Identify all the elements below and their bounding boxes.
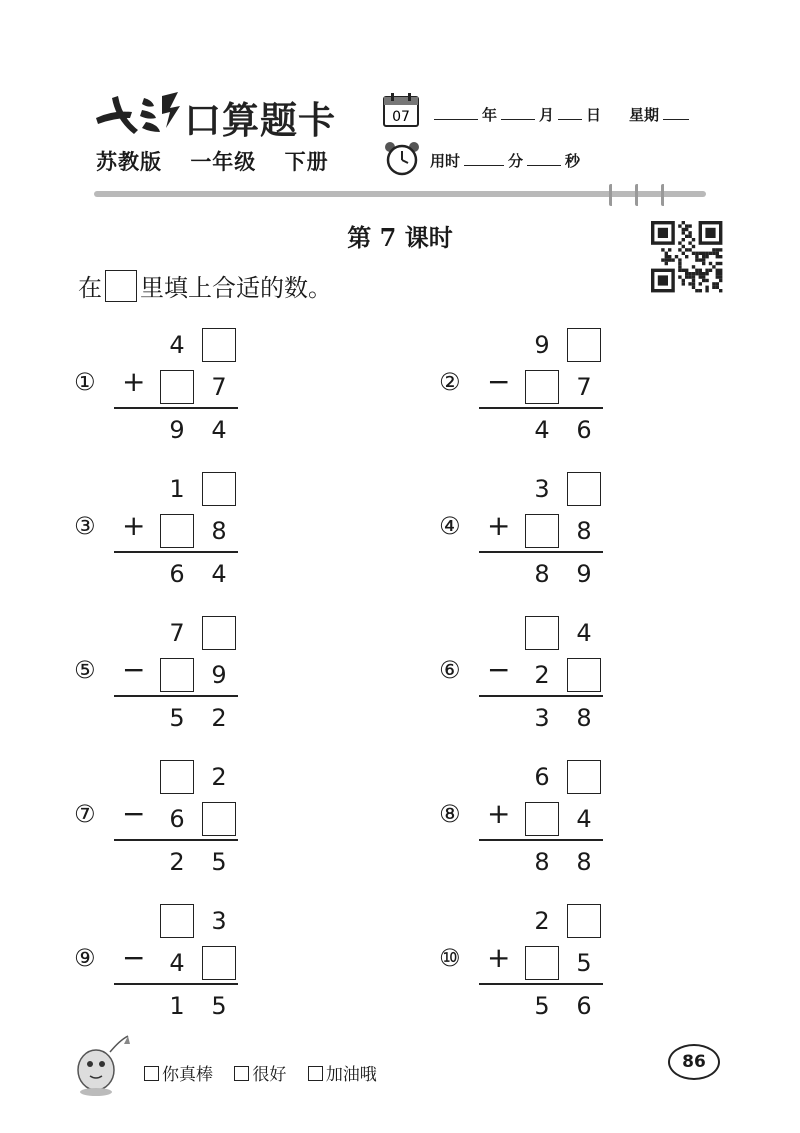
digit: 4 <box>576 619 592 647</box>
digit: 5 <box>576 949 592 977</box>
problem-number: ⑥ <box>439 656 461 684</box>
answer-box[interactable] <box>202 472 236 506</box>
math-problem <box>435 760 675 876</box>
digit: 7 <box>211 373 227 401</box>
rating-option-keep-trying[interactable]: 加油哦 <box>308 1065 377 1085</box>
operator-sign: − <box>122 941 146 974</box>
digit: 9 <box>534 331 550 359</box>
lesson-title: 第 7 课时 <box>347 223 453 252</box>
instruction-text <box>78 268 332 303</box>
problem-number: ③ <box>74 512 96 540</box>
digit: 8 <box>534 560 550 588</box>
sum-line <box>114 551 238 553</box>
digit: 4 <box>211 560 227 588</box>
answer-box[interactable] <box>567 472 601 506</box>
sum-line <box>479 839 603 841</box>
rating-option-great[interactable]: 你真棒 <box>144 1065 213 1085</box>
digit: 2 <box>211 763 227 791</box>
problem-number: ⑨ <box>74 944 96 972</box>
operator-sign: + <box>122 509 146 542</box>
digit: 9 <box>211 661 227 689</box>
seconds-label: 秒 <box>565 152 581 170</box>
digit: 4 <box>169 331 185 359</box>
edition-volume: 下册 <box>284 150 329 174</box>
divider-tick <box>660 184 664 206</box>
answer-box[interactable] <box>525 616 559 650</box>
digit: 3 <box>211 907 227 935</box>
answer-box[interactable] <box>160 904 194 938</box>
answer-box[interactable] <box>525 370 559 404</box>
qr-code-icon[interactable] <box>649 219 723 295</box>
math-problem <box>70 328 310 444</box>
math-problem <box>435 328 675 444</box>
answer-box[interactable] <box>567 760 601 794</box>
math-problem <box>70 472 310 588</box>
answer-box[interactable] <box>202 802 236 836</box>
digit: 4 <box>211 416 227 444</box>
problem-number: ⑤ <box>74 656 96 684</box>
math-problem <box>70 760 310 876</box>
minutes-blank[interactable] <box>464 151 504 166</box>
answer-box[interactable] <box>160 514 194 548</box>
instruction-box-icon <box>105 270 137 302</box>
answer-box[interactable] <box>525 802 559 836</box>
answer-box[interactable] <box>160 760 194 794</box>
digit: 3 <box>534 475 550 503</box>
sum-line <box>479 983 603 985</box>
header-divider <box>94 191 706 197</box>
checkbox-icon[interactable] <box>144 1066 159 1081</box>
page-number: 86 <box>668 1044 720 1080</box>
operator-sign: + <box>487 509 511 542</box>
operator-sign: − <box>122 653 146 686</box>
digit: 8 <box>576 517 592 545</box>
sum-line <box>114 839 238 841</box>
digit: 6 <box>534 763 550 791</box>
checkbox-icon[interactable] <box>234 1066 249 1081</box>
problem-number: ① <box>74 368 96 396</box>
answer-box[interactable] <box>567 328 601 362</box>
operator-sign: − <box>487 365 511 398</box>
checkbox-icon[interactable] <box>308 1066 323 1081</box>
month-label: 月 <box>539 106 555 124</box>
seconds-blank[interactable] <box>527 151 561 166</box>
divider-tick <box>608 184 612 206</box>
digit: 2 <box>534 907 550 935</box>
answer-box[interactable] <box>202 616 236 650</box>
mascot-icon <box>70 1030 140 1100</box>
brand-title: 口算题卡 <box>184 99 336 142</box>
date-line <box>430 104 693 125</box>
problem-number: ⑩ <box>439 944 461 972</box>
digit: 5 <box>534 992 550 1020</box>
digit: 7 <box>169 619 185 647</box>
sum-line <box>114 983 238 985</box>
digit: 2 <box>169 848 185 876</box>
digit: 4 <box>169 949 185 977</box>
edition-grade: 一年级 <box>190 150 257 174</box>
digit: 3 <box>534 704 550 732</box>
rating-option-good[interactable]: 很好 <box>234 1065 286 1085</box>
day-blank[interactable] <box>558 105 582 120</box>
digit: 4 <box>576 805 592 833</box>
digit: 6 <box>169 560 185 588</box>
time-line <box>430 150 580 171</box>
year-label: 年 <box>482 106 498 124</box>
instruction-after: 里填上合适的数。 <box>140 274 332 302</box>
digit: 9 <box>576 560 592 588</box>
day-label: 日 <box>586 106 602 124</box>
math-problem <box>435 616 675 732</box>
answer-box[interactable] <box>160 370 194 404</box>
digit: 8 <box>576 848 592 876</box>
answer-box[interactable] <box>567 658 601 692</box>
digit: 5 <box>211 992 227 1020</box>
math-problem <box>435 472 675 588</box>
digit: 1 <box>169 992 185 1020</box>
digit: 6 <box>169 805 185 833</box>
math-problem <box>435 904 675 1020</box>
answer-box[interactable] <box>567 904 601 938</box>
digit: 5 <box>211 848 227 876</box>
edition-info <box>96 146 349 176</box>
time-used-label: 用时 <box>430 152 461 170</box>
year-blank[interactable] <box>434 105 478 120</box>
month-blank[interactable] <box>501 105 535 120</box>
digit: 6 <box>576 416 592 444</box>
weekday-label: 星期 <box>629 106 660 124</box>
answer-box[interactable] <box>202 946 236 980</box>
problem-number: ② <box>439 368 461 396</box>
calendar-icon <box>382 92 420 128</box>
problem-number: ④ <box>439 512 461 540</box>
self-rating <box>144 1060 393 1085</box>
answer-box[interactable] <box>160 658 194 692</box>
answer-box[interactable] <box>525 514 559 548</box>
digit: 2 <box>211 704 227 732</box>
operator-sign: − <box>122 797 146 830</box>
minutes-label: 分 <box>508 152 524 170</box>
edition-publisher: 苏教版 <box>96 150 162 174</box>
divider-tick <box>634 184 638 206</box>
digit: 9 <box>169 416 185 444</box>
operator-sign: + <box>122 365 146 398</box>
alarm-clock-icon <box>382 140 422 176</box>
sum-line <box>114 695 238 697</box>
digit: 2 <box>534 661 550 689</box>
math-problem <box>70 904 310 1020</box>
answer-box[interactable] <box>525 946 559 980</box>
calendar-number: 07 <box>392 109 410 125</box>
operator-sign: + <box>487 797 511 830</box>
problem-number: ⑧ <box>439 800 461 828</box>
digit: 6 <box>576 992 592 1020</box>
digit: 5 <box>169 704 185 732</box>
brand-swoosh-icon <box>92 88 184 138</box>
digit: 8 <box>534 848 550 876</box>
sum-line <box>479 407 603 409</box>
digit: 4 <box>534 416 550 444</box>
answer-box[interactable] <box>202 328 236 362</box>
weekday-blank[interactable] <box>663 105 689 120</box>
digit: 8 <box>576 704 592 732</box>
sum-line <box>114 407 238 409</box>
sum-line <box>479 695 603 697</box>
math-problem <box>70 616 310 732</box>
instruction-before: 在 <box>78 274 102 302</box>
problem-number: ⑦ <box>74 800 96 828</box>
operator-sign: − <box>487 653 511 686</box>
sum-line <box>479 551 603 553</box>
operator-sign: + <box>487 941 511 974</box>
digit: 8 <box>211 517 227 545</box>
digit: 1 <box>169 475 185 503</box>
digit: 7 <box>576 373 592 401</box>
